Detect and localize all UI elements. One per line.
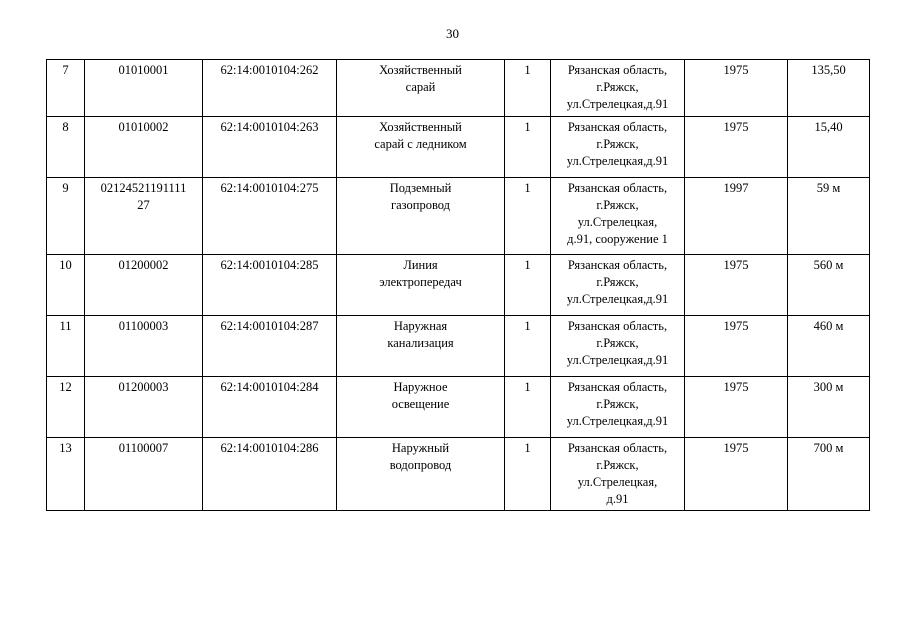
cadastral-number: 62:14:0010104:284 (220, 380, 319, 394)
address-line: ул.Стрелецкая,д.91 (566, 414, 669, 428)
address-line: Рязанская область, (567, 120, 668, 134)
address-line: Рязанская область, (567, 380, 668, 394)
address-line: Рязанская область, (567, 181, 668, 195)
year: 1975 (723, 258, 749, 272)
inventory-number-line: 01100007 (118, 441, 169, 455)
value: 15,40 (814, 120, 843, 134)
inventory-number-line: 01010001 (118, 63, 169, 77)
inventory-number-line: 01200003 (118, 380, 169, 394)
quantity: 1 (524, 380, 531, 394)
address-line: ул.Стрелецкая,д.91 (566, 154, 669, 168)
table-row (47, 117, 870, 178)
value: 59 м (816, 181, 841, 195)
row-number-cell (47, 117, 85, 178)
row-number: 8 (62, 120, 69, 134)
value: 460 м (813, 319, 844, 333)
cadastral-number: 62:14:0010104:285 (220, 258, 319, 272)
inventory-number-line: 27 (137, 198, 150, 212)
address-line: Рязанская область, (567, 319, 668, 333)
address-line: д.91 (606, 492, 629, 506)
inventory-number-line: 02124521191111 (100, 181, 187, 195)
address-line: ул.Стрелецкая,д.91 (566, 353, 669, 367)
object-name-line: Хозяйственный (379, 120, 462, 134)
row-number: 7 (62, 63, 69, 77)
quantity: 1 (524, 441, 531, 455)
quantity: 1 (524, 258, 531, 272)
quantity-cell (505, 438, 551, 511)
year: 1975 (723, 120, 749, 134)
address-line: г.Ряжск, (596, 80, 639, 94)
address-line: г.Ряжск, (596, 397, 639, 411)
address-cell (551, 255, 685, 316)
address-cell (551, 178, 685, 255)
quantity-cell (505, 60, 551, 117)
object-name-cell (337, 316, 505, 377)
cadastral-number: 62:14:0010104:287 (220, 319, 319, 333)
inventory-number-line: 01200002 (118, 258, 169, 272)
object-name-cell (337, 377, 505, 438)
quantity: 1 (524, 120, 531, 134)
object-name-line: Линия (403, 258, 438, 272)
quantity-cell (505, 178, 551, 255)
cadastral-number-cell (203, 255, 337, 316)
year: 1975 (723, 63, 749, 77)
page-number: 30 (446, 26, 459, 41)
address-cell (551, 117, 685, 178)
row-number-cell (47, 316, 85, 377)
value-cell (788, 377, 870, 438)
cadastral-number: 62:14:0010104:286 (220, 441, 319, 455)
quantity-cell (505, 255, 551, 316)
address-line: д.91, сооружение 1 (567, 232, 668, 246)
object-name-line: Хозяйственный (379, 63, 462, 77)
object-name-line: Наружное (393, 380, 448, 394)
year: 1997 (723, 181, 749, 195)
year-cell (685, 60, 788, 117)
row-number: 12 (59, 380, 72, 394)
object-name-line: освещение (391, 397, 450, 411)
address-line: г.Ряжск, (596, 275, 639, 289)
address-line: ул.Стрелецкая,д.91 (566, 292, 669, 306)
year-cell (685, 117, 788, 178)
object-name-line: Подземный (389, 181, 452, 195)
cadastral-number-cell (203, 438, 337, 511)
object-name-cell (337, 178, 505, 255)
address-line: Рязанская область, (567, 441, 668, 455)
object-name-cell (337, 117, 505, 178)
registry-body (47, 60, 870, 511)
value-cell (788, 255, 870, 316)
inventory-number-cell (85, 178, 203, 255)
year-cell (685, 316, 788, 377)
address-line: Рязанская область, (567, 63, 668, 77)
object-name-cell (337, 60, 505, 117)
value-cell (788, 438, 870, 511)
table-row (47, 316, 870, 377)
cadastral-number-cell (203, 316, 337, 377)
value: 560 м (813, 258, 844, 272)
year-cell (685, 178, 788, 255)
address-cell (551, 316, 685, 377)
object-name-line: сарай с ледником (374, 137, 467, 151)
object-name-line: водопровод (389, 458, 452, 472)
address-line: г.Ряжск, (596, 137, 639, 151)
inventory-number-cell (85, 60, 203, 117)
inventory-number-line: 01100003 (118, 319, 169, 333)
row-number-cell (47, 178, 85, 255)
object-name-cell (337, 255, 505, 316)
cadastral-number: 62:14:0010104:263 (220, 120, 319, 134)
quantity: 1 (524, 319, 531, 333)
address-line: г.Ряжск, (596, 198, 639, 212)
quantity-cell (505, 117, 551, 178)
value: 700 м (813, 441, 844, 455)
object-name-line: Наружный (391, 441, 450, 455)
row-number: 10 (59, 258, 72, 272)
quantity-cell (505, 377, 551, 438)
year-cell (685, 377, 788, 438)
value-cell (788, 316, 870, 377)
address-line: Рязанская область, (567, 258, 668, 272)
row-number-cell (47, 255, 85, 316)
object-name-line: электропередач (379, 275, 462, 289)
property-registry-table (46, 59, 870, 511)
table-row (47, 60, 870, 117)
quantity-cell (505, 316, 551, 377)
address-line: г.Ряжск, (596, 458, 639, 472)
value-cell (788, 60, 870, 117)
object-name-line: сарай (405, 80, 436, 94)
value: 300 м (813, 380, 844, 394)
row-number-cell (47, 438, 85, 511)
inventory-number-cell (85, 316, 203, 377)
cadastral-number: 62:14:0010104:262 (220, 63, 319, 77)
row-number-cell (47, 60, 85, 117)
address-line: ул.Стрелецкая, (577, 215, 658, 229)
year: 1975 (723, 441, 749, 455)
cadastral-number-cell (203, 60, 337, 117)
cadastral-number-cell (203, 377, 337, 438)
object-name-cell (337, 438, 505, 511)
cadastral-number: 62:14:0010104:275 (220, 181, 319, 195)
table-row (47, 377, 870, 438)
quantity: 1 (524, 63, 531, 77)
address-line: г.Ряжск, (596, 336, 639, 350)
year: 1975 (723, 319, 749, 333)
cadastral-number-cell (203, 117, 337, 178)
cadastral-number-cell (203, 178, 337, 255)
quantity: 1 (524, 181, 531, 195)
inventory-number-cell (85, 117, 203, 178)
table-row (47, 255, 870, 316)
year: 1975 (723, 380, 749, 394)
inventory-number-line: 01010002 (118, 120, 169, 134)
object-name-line: Наружная (393, 319, 448, 333)
inventory-number-cell (85, 255, 203, 316)
address-cell (551, 377, 685, 438)
address-cell (551, 438, 685, 511)
inventory-number-cell (85, 438, 203, 511)
row-number: 13 (59, 441, 72, 455)
year-cell (685, 438, 788, 511)
object-name-line: канализация (387, 336, 454, 350)
row-number: 11 (59, 319, 72, 333)
value-cell (788, 117, 870, 178)
value: 135,50 (811, 63, 846, 77)
address-line: ул.Стрелецкая,д.91 (566, 97, 669, 111)
table-row (47, 178, 870, 255)
value-cell (788, 178, 870, 255)
address-line: ул.Стрелецкая, (577, 475, 658, 489)
table-row (47, 438, 870, 511)
object-name-line: газопровод (390, 198, 451, 212)
row-number-cell (47, 377, 85, 438)
address-cell (551, 60, 685, 117)
row-number: 9 (62, 181, 69, 195)
year-cell (685, 255, 788, 316)
inventory-number-cell (85, 377, 203, 438)
